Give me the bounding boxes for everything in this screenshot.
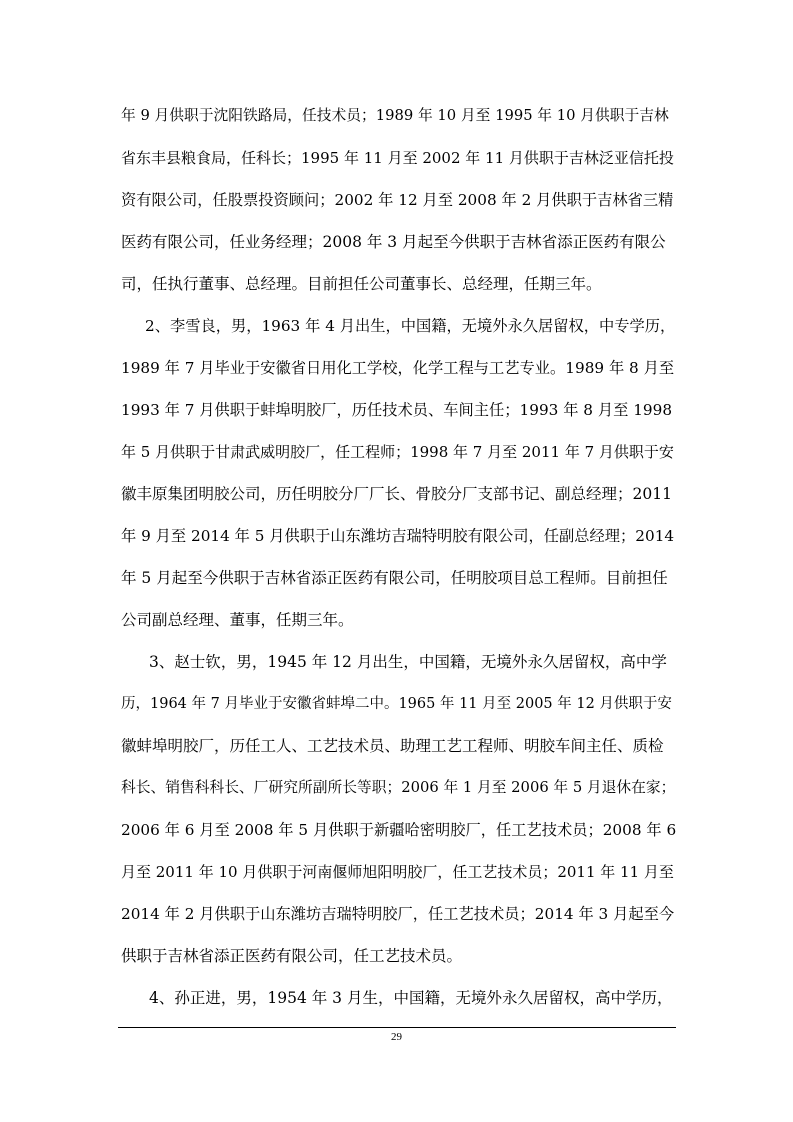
text-line: 3、赵士钦，男，1945 年 12 月出生，中国籍，无境外永久居留权，高中学 [149,653,667,671]
text-line: 2014 年 2 月供职于山东潍坊吉瑞特明胶厂，任工艺技术员；2014 年 3 月起至今 [121,905,675,923]
text-line: 省东丰县粮食局，任科长；1995 年 11 月至 2002 年 11 月供职于吉林泛亚信托投 [121,149,674,167]
text-line: 徽蚌埠明胶厂，历任工人、工艺技术员、助理工艺工程师、明胶车间主任、质检 [121,737,664,755]
text-line: 科长、销售科科长、厂研究所副所长等职；2006 年 1 月至 2006 年 5 月退休在家； [121,779,676,796]
text-line: 年 5 月起至今供职于吉林省添正医药有限公司，任明胶项目总工程师。目前担任 [121,569,668,587]
text-line: 年 5 月供职于甘肃武威明胶厂，任工程师；1998 年 7 月至 2011 年 7 月供职于安 [121,443,674,461]
text-line: 2、李雪良，男，1963 年 4 月出生，中国籍，无境外永久居留权，中专学历， [145,317,676,335]
text-line: 4、孙正进，男，1954 年 3 月生，中国籍，无境外永久居留权，高中学历， [149,989,673,1007]
text-line: 资有限公司，任股票投资顾问；2002 年 12 月至 2008 年 2 月供职于吉林省三精 [121,191,674,209]
text-line: 历，1964 年 7 月毕业于安徽省蚌埠二中。1965 年 11 月至 2005 年 12 月供职于安 [121,696,672,712]
text-line: 年 9 月供职于沈阳铁路局，任技术员；1989 年 10 月至 1995 年 10 月供职于吉林 [121,107,669,124]
text-line: 司，任执行董事、总经理。目前担任公司董事长、总经理，任期三年。 [121,275,602,293]
footer-divider [118,1027,676,1028]
text-line: 年 9 月至 2014 年 5 月供职于山东潍坊吉瑞特明胶有限公司，任副总经理；2014 [121,527,675,545]
text-line: 徽丰原集团明胶公司，历任明胶分厂厂长、骨胶分厂支部书记、副总经理；2011 [121,485,672,503]
text-line: 公司副总经理、董事，任期三年。 [121,611,354,629]
text-line: 月至 2011 年 10 月供职于河南偃师旭阳明胶厂，任工艺技术员；2011 年 11 月至 [121,863,674,881]
text-line: 1993 年 7 月供职于蚌埠明胶厂，历任技术员、车间主任；1993 年 8 月至 1998 [121,401,673,419]
text-line: 2006 年 6 月至 2008 年 5 月供职于新疆哈密明胶厂，任工艺技术员；2008 年 6 [121,821,677,839]
text-line: 供职于吉林省添正医药有限公司，任工艺技术员。 [121,947,463,965]
page-number: 29 [391,1031,402,1043]
text-line: 1989 年 7 月毕业于安徽省日用化工学校，化学工程与工艺专业。1989 年 8 月至 [121,359,675,377]
text-line: 医药有限公司，任业务经理；2008 年 3 月起至今供职于吉林省添正医药有限公 [121,233,666,251]
